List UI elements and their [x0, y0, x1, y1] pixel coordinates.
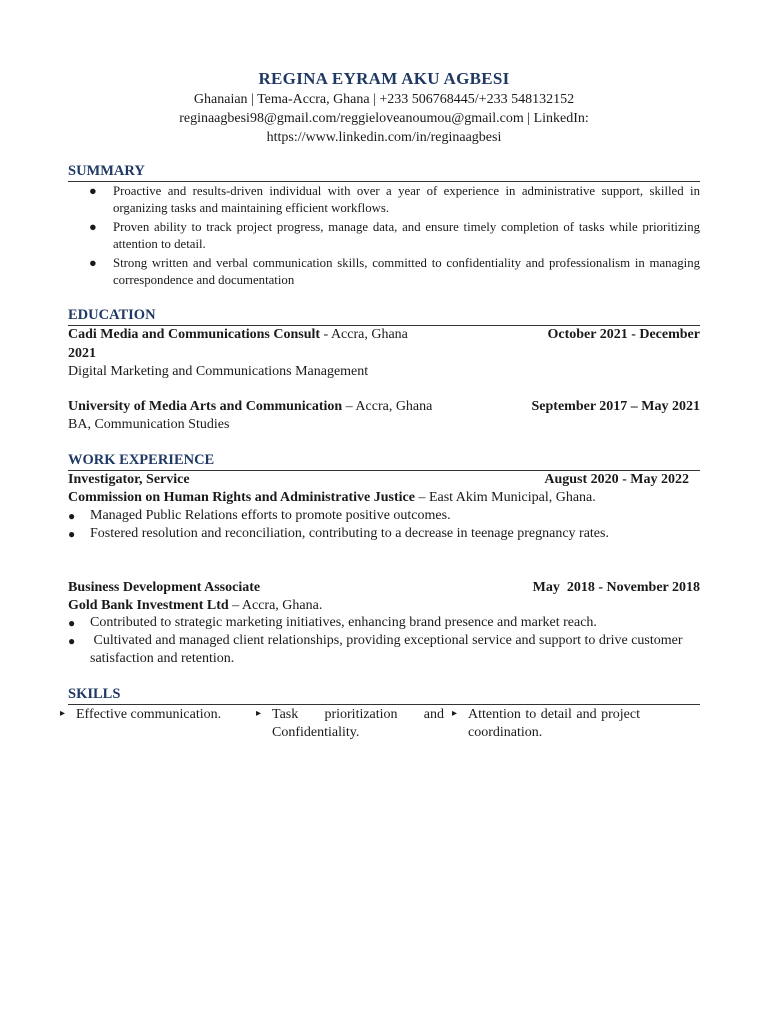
list-item: ● Managed Public Relations efforts to promote positive outcomes.	[68, 508, 451, 523]
separator: –	[414, 490, 429, 505]
contact-line-1: Ghanaian | Tema-Accra, Ghana | +233 506768445/+233 548132152	[193, 92, 575, 107]
list-item-text: Cultivated and managed client relationships, providing exceptional service and support to drive customer satisfaction and retention.	[90, 633, 687, 666]
summary-item-text: Proven ability to track project progress, manage data, and ensure timely completion of tasks while prioritizing attention to detail.	[113, 220, 700, 251]
institution-name: Cadi Media and Communications Consult	[68, 327, 321, 342]
resume-page: REGINA EYRAM AKU AGBESI Ghanaian | Tema-Accra, Ghana | +233 506768445/+233 548132152 reginaagbesi98@gmail.com/reggieloveanoumou@gmail.com | LinkedIn: https://www.linkedin.com/in/reginaagbesi SUMMARY ● Proactive and results-driven individual with over a year of experience in administrative support, skilled in organizing tasks and maintaining efficient workflows. ● Proven ability to track project progress, manage data, and ensure timely completion of tasks while prioritizing attention to detail. ● Strong written and verbal communication skills, committed to confidentiality and professionalism in managing correspondence and documentation EDUCATION Cadi Media and Communications Consult - Accra, Ghana October 2021 - December 2021 Digital Marketing and Communications Management University of Media Arts and Communication – Accra, Ghana September 2017 – May 2021 BA, Communication Studies WORK EXPERIENCE Investigator, Service August 2020 - May 2022 Commission on Human Rights and Administrative Justice – East Akim Municipal, Ghana. ● Managed Public Relations efforts to promote positive outcomes. ● Fostered resolution and reconciliation, contributing to a decrease in teenage pregnancy rates. Business Development Associate May 2018 - November 2018 Gold Bank Investment Ltd – Accra, Ghana. ● Contributed to strategic marketing initiatives, enhancing brand presence and market reach. ● Cultivated and managed client relationships, providing exceptional service and support to drive customer satisfaction and retention. SKILLS ▸ Effective communication. ▸ Task prioritization and Confidentiality. ▸ Attention to detail and project coordination.	[0, 0, 768, 1024]
job-2-role: Business Development Associate	[68, 580, 261, 595]
education-entry-1-program: Digital Marketing and Communications Management	[68, 364, 369, 379]
list-item-text: Fostered resolution and reconciliation, contributing to a decrease in teenage pregnancy rates.	[90, 526, 609, 541]
summary-item: ● Proven ability to track project progress, manage data, and ensure timely completion of tasks while prioritizing attention to detail.	[89, 220, 700, 251]
summary-item-text: Proactive and results-driven individual with over a year of experience in administrative support, skilled in organizing tasks and maintaining efficient workflows.	[113, 184, 700, 215]
institution-location: Accra, Ghana	[330, 327, 408, 342]
education-entry-1-dates: October 2021 - December	[547, 327, 700, 342]
summary-item: ● Proactive and results-driven individual with over a year of experience in administrative support, skilled in organizing tasks and maintaining efficient workflows.	[89, 184, 700, 215]
job-2-org-line	[68, 597, 700, 615]
education-entry-2-program: BA, Communication Studies	[68, 417, 230, 432]
institution-location: Accra, Ghana	[355, 399, 433, 414]
job-1-bullets	[68, 507, 700, 543]
separator: -	[320, 327, 331, 342]
skills-heading: SKILLS	[68, 685, 700, 705]
summary-heading: SUMMARY	[68, 162, 700, 182]
skill-text: Effective communication.	[76, 707, 222, 722]
job-1-location: East Akim Municipal, Ghana.	[428, 490, 596, 505]
list-item-text: Managed Public Relations efforts to promote positive outcomes.	[90, 508, 451, 523]
education-heading: EDUCATION	[68, 306, 700, 326]
skill-text: Task prioritization and Confidentiality.	[272, 707, 444, 740]
work-heading: WORK EXPERIENCE	[68, 451, 700, 471]
institution-name: University of Media Arts and Communication	[68, 399, 343, 414]
job-1-dates: August 2020 - May 2022	[544, 472, 689, 487]
candidate-name: REGINA EYRAM AKU AGBESI	[258, 69, 510, 88]
education-entry-2-title	[68, 398, 488, 416]
list-item: ● Fostered resolution and reconciliation, contributing to a decrease in teenage pregnancy rates.	[68, 526, 609, 541]
list-item: ● Contributed to strategic marketing initiatives, enhancing brand presence and market reach.	[68, 615, 597, 630]
skill-text: Attention to detail and project coordination.	[468, 707, 640, 740]
summary-list	[68, 183, 700, 291]
job-1-role: Investigator, Service	[68, 472, 190, 487]
summary-item-text: Strong written and verbal communication skills, committed to confidentiality and professionalism in managing correspondence and documentation	[113, 256, 700, 287]
job-1-org-line	[68, 489, 700, 507]
job-2-location: Accra, Ghana.	[241, 598, 323, 613]
summary-item: ● Strong written and verbal communication skills, committed to confidentiality and professionalism in managing correspondence and documentation	[89, 256, 700, 287]
job-1-org: Commission on Human Rights and Administrative Justice	[68, 490, 415, 505]
contact-line-3: https://www.linkedin.com/in/reginaagbesi	[266, 130, 502, 145]
job-2-org: Gold Bank Investment Ltd	[68, 598, 229, 613]
list-item-text: Contributed to strategic marketing initiatives, enhancing brand presence and market reach.	[90, 615, 597, 630]
resume-header	[0, 68, 768, 147]
job-2-bullets	[68, 614, 700, 668]
education-entry-2-dates: September 2017 – May 2021	[531, 399, 700, 414]
list-item: ● Cultivated and managed client relationships, providing exceptional service and support to drive customer satisfaction and retention.	[68, 633, 687, 666]
education-entry-1-dates-cont: 2021	[68, 346, 96, 361]
separator: –	[342, 399, 356, 414]
separator: –	[228, 598, 242, 613]
education-entry-1-title	[68, 326, 468, 344]
contact-line-2: reginaagbesi98@gmail.com/reggieloveanoumou@gmail.com | LinkedIn:	[179, 111, 589, 126]
job-2-dates: May 2018 - November 2018	[532, 580, 700, 595]
